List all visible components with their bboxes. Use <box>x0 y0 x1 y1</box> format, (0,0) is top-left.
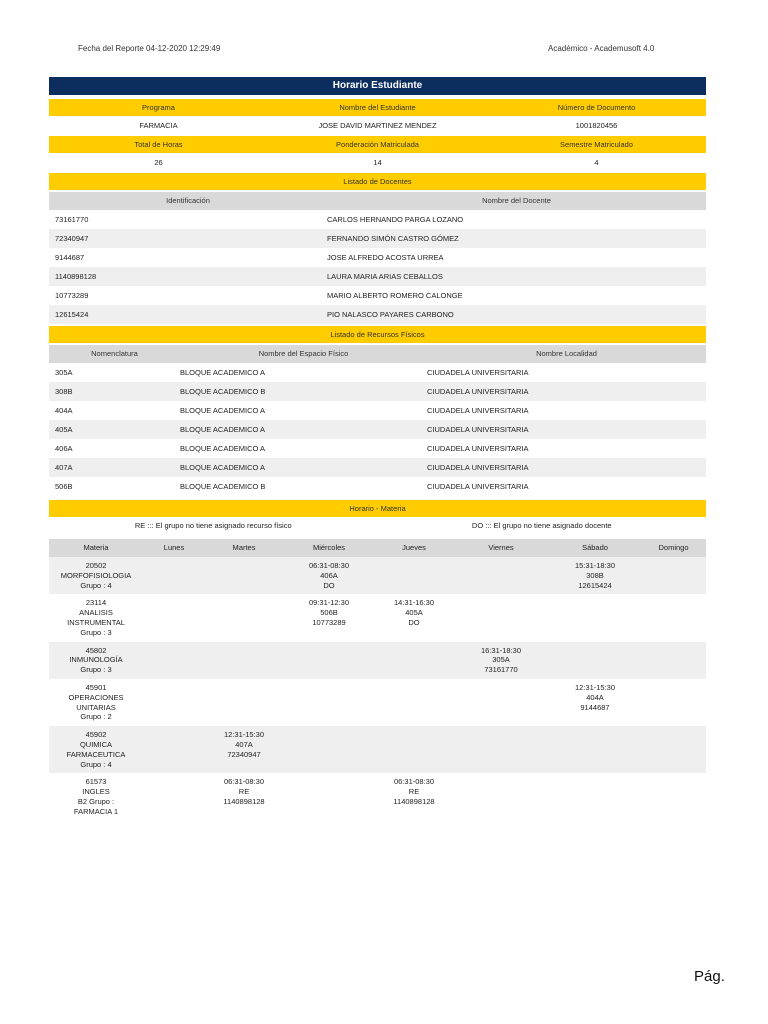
schedule-cell-domingo <box>641 557 706 594</box>
schedule-cell-materia <box>49 773 143 820</box>
schedule-cell-martes <box>205 594 283 641</box>
schedule-cell-line: 405A <box>405 608 423 618</box>
schedule-cell-sabado <box>549 557 641 594</box>
schedule-cell-line: Grupo : 2 <box>80 712 112 722</box>
recurso-nomenclatura: 308B <box>55 387 73 396</box>
docente-name: LAURA MARIA ARIAS CEBALLOS <box>327 272 443 281</box>
schedule-cell-martes <box>205 726 283 773</box>
note-do: DO ::: El grupo no tiene asignado docente <box>471 521 612 530</box>
schedule-cell-materia <box>49 679 143 726</box>
horario-title: Horario - Materia <box>349 504 406 513</box>
label-ponderacion: Ponderación Matriculada <box>336 140 419 149</box>
schedule-cell-viernes <box>453 594 549 641</box>
schedule-cell-line: B2 Grupo : <box>77 796 115 806</box>
schedule-cell-domingo <box>641 679 706 726</box>
totals-values <box>49 153 706 173</box>
recurso-nomenclatura: 407A <box>55 463 73 472</box>
schedule-cell-line: RE <box>238 787 250 797</box>
recursos-table-header <box>49 345 706 363</box>
schedule-cell-line: INSTRUMENTAL <box>67 617 125 627</box>
schedule-row <box>49 557 706 594</box>
schedule-cell-sabado <box>549 773 641 820</box>
schedule-cell-line: UNITARIAS <box>76 702 116 712</box>
schedule-cell-line: 406A <box>320 570 338 580</box>
schedule-cell-viernes <box>453 642 549 679</box>
schedule-cell-line: 61573 <box>85 777 107 787</box>
report-body <box>49 77 706 821</box>
schedule-cell-lunes <box>143 557 205 594</box>
schedule-cell-miercoles <box>283 773 375 820</box>
table-row <box>49 401 706 420</box>
recurso-nomenclatura: 506B <box>55 482 73 491</box>
schedule-cell-sabado <box>549 594 641 641</box>
schedule-cell-line: 23114 <box>85 598 107 608</box>
schedule-cell-line: 1140898128 <box>223 796 265 806</box>
recurso-espacio: BLOQUE ACADEMICO A <box>180 444 266 453</box>
schedule-cell-line: DO <box>408 617 420 627</box>
schedule-cell-martes <box>205 642 283 679</box>
schedule-cell-line: FARMACIA 1 <box>73 806 119 816</box>
table-row <box>49 382 706 401</box>
col-miercoles: Miércoles <box>312 543 346 552</box>
schedule-cell-jueves <box>375 679 453 726</box>
schedule-cell-line: MORFOFISIOLOGIA <box>60 570 132 580</box>
schedule-cell-line: 10773289 <box>312 617 346 627</box>
col-domingo: Domingo <box>658 543 689 552</box>
schedule-row <box>49 726 706 773</box>
schedule-cell-lunes <box>143 594 205 641</box>
docente-name: MARIO ALBERTO ROMERO CALONGE <box>327 291 463 300</box>
table-row <box>49 363 706 382</box>
schedule-cell-miercoles <box>283 679 375 726</box>
col-viernes: Viernes <box>488 543 514 552</box>
table-row <box>49 439 706 458</box>
label-semestre: Semestre Matriculado <box>560 140 633 149</box>
report-title: Horario Estudiante <box>49 77 706 95</box>
schedule-cell-line: 12:31-15:30 <box>223 730 265 740</box>
table-row <box>49 248 706 267</box>
schedule-cell-line: INMUNOLOGÍA <box>69 655 123 665</box>
schedule-cell-line: 308B <box>586 570 604 580</box>
label-programa: Programa <box>142 103 175 112</box>
recurso-espacio: BLOQUE ACADEMICO A <box>180 406 266 415</box>
schedule-cell-jueves <box>375 594 453 641</box>
schedule-cell-materia <box>49 642 143 679</box>
schedule-cell-viernes <box>453 773 549 820</box>
docentes-table <box>49 210 706 324</box>
note-re: RE ::: El grupo no tiene asignado recurso físico <box>134 521 292 530</box>
schedule-cell-line: 407A <box>235 739 253 749</box>
schedule-cell-domingo <box>641 594 706 641</box>
schedule-cell-lunes <box>143 679 205 726</box>
schedule-cell-viernes <box>453 679 549 726</box>
schedule-cell-line: DO <box>323 580 335 590</box>
table-row <box>49 286 706 305</box>
recursos-section-title <box>49 326 706 343</box>
schedule-cell-domingo <box>641 726 706 773</box>
schedule-cell-line: ANALISIS <box>79 608 113 618</box>
schedule-cell-sabado <box>549 679 641 726</box>
student-info-values <box>49 116 706 136</box>
recurso-nomenclatura: 406A <box>55 444 73 453</box>
schedule-cell-miercoles <box>283 557 375 594</box>
schedule-cell-jueves <box>375 557 453 594</box>
schedule-cell-miercoles <box>283 594 375 641</box>
recurso-nomenclatura: 305A <box>55 368 73 377</box>
recursos-title: Listado de Recursos Físicos <box>330 330 425 339</box>
schedule-cell-sabado <box>549 642 641 679</box>
schedule-cell-domingo <box>641 773 706 820</box>
schedule-cell-line: Grupo : 4 <box>80 580 112 590</box>
col-sabado: Sábado <box>582 543 608 552</box>
schedule-cell-domingo <box>641 642 706 679</box>
schedule-cell-materia <box>49 726 143 773</box>
schedule-cell-line: OPERACIONES <box>68 692 124 702</box>
horario-section-title <box>49 500 706 517</box>
student-info-header <box>49 99 706 116</box>
schedule-cell-line: 45902 <box>85 730 107 740</box>
schedule-cell-jueves <box>375 726 453 773</box>
col-jueves: Jueves <box>402 543 426 552</box>
schedule-cell-line: FARMACEUTICA <box>66 749 126 759</box>
schedule-cell-line: 20502 <box>85 561 107 570</box>
docente-id: 12615424 <box>55 310 89 319</box>
schedule-cell-line: 506B <box>320 608 338 618</box>
col-nombre-docente: Nombre del Docente <box>482 196 551 205</box>
recurso-espacio: BLOQUE ACADEMICO A <box>180 368 266 377</box>
schedule-header <box>49 539 706 557</box>
schedule-cell-line: 45802 <box>85 645 107 655</box>
docentes-table-header <box>49 192 706 210</box>
schedule-cell-line: 45901 <box>85 682 107 692</box>
schedule-cell-lunes <box>143 726 205 773</box>
recurso-localidad: CIUDADELA UNIVERSITARIA <box>427 406 529 415</box>
schedule-cell-viernes <box>453 726 549 773</box>
schedule-row <box>49 773 706 820</box>
recurso-localidad: CIUDADELA UNIVERSITARIA <box>427 444 529 453</box>
recursos-table <box>49 363 706 496</box>
recurso-nomenclatura: 404A <box>55 406 73 415</box>
label-total-horas: Total de Horas <box>134 140 183 149</box>
recurso-localidad: CIUDADELA UNIVERSITARIA <box>427 482 529 491</box>
value-ponderacion: 14 <box>373 158 382 167</box>
schedule-cell-lunes <box>143 642 205 679</box>
value-nombre-estudiante: JOSE DAVID MARTINEZ MENDEZ <box>318 121 437 130</box>
col-lunes: Lunes <box>163 543 185 552</box>
value-total-horas: 26 <box>154 158 163 167</box>
docente-name: PIO NALASCO PAYARES CARBONO <box>327 310 454 319</box>
table-row <box>49 305 706 324</box>
schedule-cell-line: 12615424 <box>578 580 612 590</box>
schedule-cell-line: 15:31-18:30 <box>574 561 616 570</box>
recurso-localidad: CIUDADELA UNIVERSITARIA <box>427 368 529 377</box>
recurso-localidad: CIUDADELA UNIVERSITARIA <box>427 387 529 396</box>
schedule-cell-line: 1140898128 <box>393 796 435 806</box>
schedule-cell-line: 73161770 <box>484 665 518 675</box>
schedule-cell-line: 14:31-16:30 <box>393 598 435 608</box>
totals-header <box>49 136 706 153</box>
schedule-cell-line: 9144687 <box>580 702 610 712</box>
docente-id: 9144687 <box>55 253 85 262</box>
schedule-cell-martes <box>205 557 283 594</box>
table-row <box>49 210 706 229</box>
schedule-cell-sabado <box>549 726 641 773</box>
schedule-cell-line: 12:31-15:30 <box>574 682 616 692</box>
schedule-table <box>49 557 706 821</box>
table-row <box>49 229 706 248</box>
col-martes: Martes <box>232 543 256 552</box>
schedule-cell-lunes <box>143 773 205 820</box>
table-row <box>49 267 706 286</box>
docente-id: 10773289 <box>55 291 89 300</box>
schedule-cell-line: 305A <box>492 655 510 665</box>
schedule-cell-line: RE <box>408 787 420 797</box>
label-numero-documento: Número de Documento <box>557 103 636 112</box>
schedule-cell-line: Grupo : 3 <box>80 627 112 637</box>
report-date: Fecha del Reporte 04-12-2020 12:29:49 <box>78 44 221 53</box>
table-row <box>49 477 706 496</box>
col-materia: Materia <box>83 543 109 552</box>
recurso-localidad: CIUDADELA UNIVERSITARIA <box>427 425 529 434</box>
page-label: Pág. <box>694 968 725 985</box>
schedule-cell-materia <box>49 557 143 594</box>
schedule-cell-line: 404A <box>586 692 604 702</box>
schedule-cell-line: 06:31-08:30 <box>308 561 350 570</box>
schedule-cell-line: 06:31-08:30 <box>223 777 265 787</box>
schedule-cell-line: Grupo : 3 <box>80 665 112 675</box>
schedule-cell-jueves <box>375 773 453 820</box>
recurso-localidad: CIUDADELA UNIVERSITARIA <box>427 463 529 472</box>
docente-name: FERNANDO SIMÓN CASTRO GÓMEZ <box>327 234 459 243</box>
schedule-cell-viernes <box>453 557 549 594</box>
schedule-row <box>49 594 706 641</box>
schedule-cell-line: 06:31-08:30 <box>393 777 435 787</box>
label-nombre-estudiante: Nombre del Estudiante <box>339 103 416 112</box>
schedule-cell-line: Grupo : 4 <box>80 759 112 769</box>
table-row <box>49 458 706 477</box>
schedule-cell-line: 09:31-12:30 <box>308 598 350 608</box>
schedule-cell-line: 16:31-18:30 <box>480 645 522 655</box>
table-row <box>49 420 706 439</box>
recurso-nomenclatura: 405A <box>55 425 73 434</box>
docente-name: JOSE ALFREDO ACOSTA URREA <box>327 253 444 262</box>
recurso-espacio: BLOQUE ACADEMICO A <box>180 425 266 434</box>
schedule-cell-line: 72340947 <box>227 749 261 759</box>
col-espacio-fisico: Nombre del Espacio Físico <box>258 349 349 358</box>
schedule-cell-jueves <box>375 642 453 679</box>
docentes-title: Listado de Docentes <box>343 177 412 186</box>
recurso-espacio: BLOQUE ACADEMICO B <box>180 482 266 491</box>
docente-id: 1140898128 <box>55 272 97 281</box>
schedule-cell-line: INGLES <box>82 787 110 797</box>
docente-name: CARLOS HERNANDO PARGA LOZANO <box>327 215 464 224</box>
horario-notes <box>49 517 706 535</box>
schedule-cell-martes <box>205 773 283 820</box>
col-nomenclatura: Nomenclatura <box>91 349 138 358</box>
schedule-cell-miercoles <box>283 726 375 773</box>
schedule-row <box>49 679 706 726</box>
value-numero-documento: 1001820456 <box>575 121 618 130</box>
schedule-row <box>49 642 706 679</box>
docentes-section-title <box>49 173 706 190</box>
schedule-cell-martes <box>205 679 283 726</box>
schedule-cell-miercoles <box>283 642 375 679</box>
col-localidad: Nombre Localidad <box>536 349 597 358</box>
value-programa: FARMACIA <box>139 121 178 130</box>
recurso-espacio: BLOQUE ACADEMICO A <box>180 463 266 472</box>
docente-id: 72340947 <box>55 234 89 243</box>
docente-id: 73161770 <box>55 215 89 224</box>
col-identificacion: Identificación <box>166 196 210 205</box>
schedule-cell-materia <box>49 594 143 641</box>
app-name: Académico - Academusoft 4.0 <box>548 44 655 53</box>
value-semestre: 4 <box>594 158 599 167</box>
schedule-cell-line: QUIMICA <box>79 739 113 749</box>
recurso-espacio: BLOQUE ACADEMICO B <box>180 387 266 396</box>
